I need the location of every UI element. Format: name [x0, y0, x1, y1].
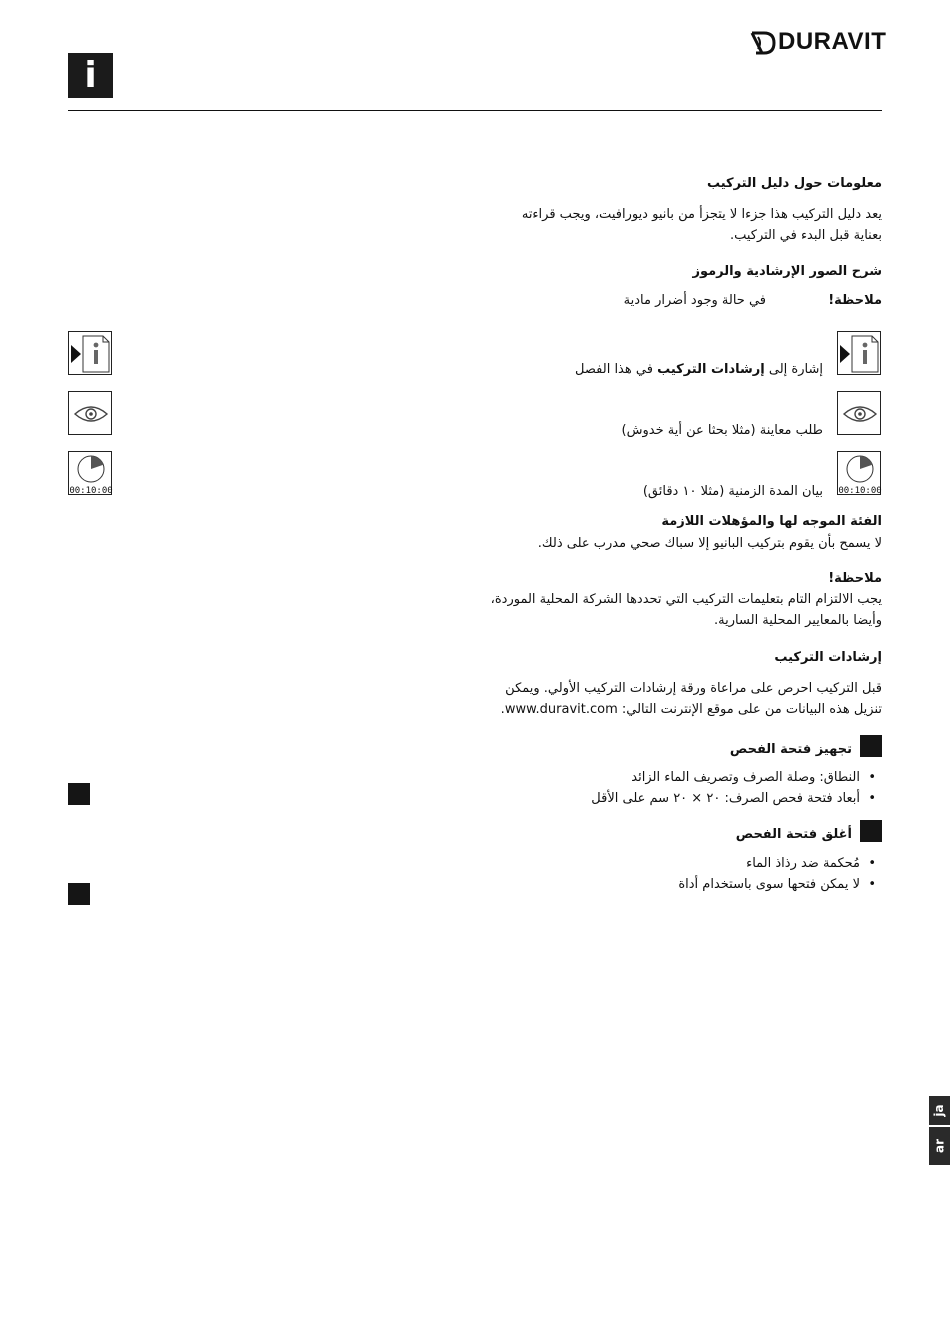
list-item: • أبعاد فتحة فحص الصرف: ٢٠ × ٢٠ سم على الأقل	[591, 788, 882, 809]
note-label: ملاحظة!	[828, 293, 882, 308]
prepare-title: تجهيز فتحة الفحص	[729, 742, 852, 757]
about-line-2: بعناية قبل البدء في التركيب.	[729, 228, 882, 243]
note-text: في حالة وجود أضرار مادية	[623, 293, 766, 308]
info-icon-letter: i	[84, 55, 97, 96]
close-title: أغلق فتحة الفحص	[735, 827, 852, 842]
language-tab-ja[interactable]: ja	[929, 1096, 950, 1125]
brand-name: DURAVIT	[778, 28, 887, 55]
logo-mark-icon	[750, 28, 778, 58]
instruction-reference-text: إشارة إلى إرشادات التركيب في هذا الفصل	[575, 362, 823, 377]
timer-icon-left	[68, 451, 112, 495]
eye-icon-left	[68, 391, 112, 435]
svg-text:00:10:00: 00:10:00	[69, 486, 113, 496]
timer-icon	[837, 451, 881, 495]
note2-line-2: وأيضا بالمعايير المحلية السارية.	[714, 613, 882, 628]
audience-text: لا يسمح بأن يقوم بتركيب البانيو إلا سباك صحي مدرب على ذلك.	[537, 536, 882, 551]
close-list	[678, 853, 882, 895]
list-item: • لا يمكن فتحها سوى باستخدام أداة	[678, 874, 882, 895]
install-line-1: قبل التركيب احرص على مراعاة ورقة إرشادات التركيب الأولي. ويمكن	[505, 681, 882, 696]
install-line-2: تنزيل هذه البيانات من على موقع الإنترنت التالي: www.duravit.com.	[500, 702, 882, 717]
about-line-1: يعد دليل التركيب هذا جزءا لا يتجزأ من بانيو ديورافيت، ويجب قراءته	[521, 207, 882, 222]
instruction-reference-icon-left	[68, 331, 112, 375]
list-item: • مُحكمة ضد رذاذ الماء	[678, 853, 882, 874]
note2-title: ملاحظة!	[828, 571, 882, 586]
note2-line-1: يجب الالتزام التام بتعليمات التركيب التي تحددها الشركة المحلية الموردة،	[490, 592, 882, 607]
duration-text: بيان المدة الزمنية (مثلا ١٠ دقائق)	[642, 484, 823, 499]
about-title: معلومات حول دليل التركيب	[706, 176, 882, 191]
audience-title: الفئة الموجه لها والمؤهلات اللازمة	[661, 514, 882, 529]
duravit-logo	[750, 24, 888, 62]
header-divider	[68, 110, 882, 111]
install-title: إرشادات التركيب	[774, 650, 882, 665]
symbols-title: شرح الصور الإرشادية والرموز	[692, 264, 882, 279]
eye-icon	[837, 391, 881, 435]
inspection-text: طلب معاينة (مثلا بحثا عن أية خدوش)	[621, 423, 823, 438]
list-item: • النطاق: وصلة الصرف وتصريف الماء الزائد	[591, 767, 882, 788]
step-marker	[860, 735, 882, 757]
svg-text:00:10:00: 00:10:00	[838, 486, 882, 496]
info-icon	[68, 53, 113, 98]
instruction-reference-icon	[837, 331, 881, 375]
language-tab-ar[interactable]: ar	[929, 1127, 950, 1165]
step-marker-left	[68, 783, 90, 805]
step-marker-left	[68, 883, 90, 905]
step-marker	[860, 820, 882, 842]
prepare-list	[591, 767, 882, 809]
